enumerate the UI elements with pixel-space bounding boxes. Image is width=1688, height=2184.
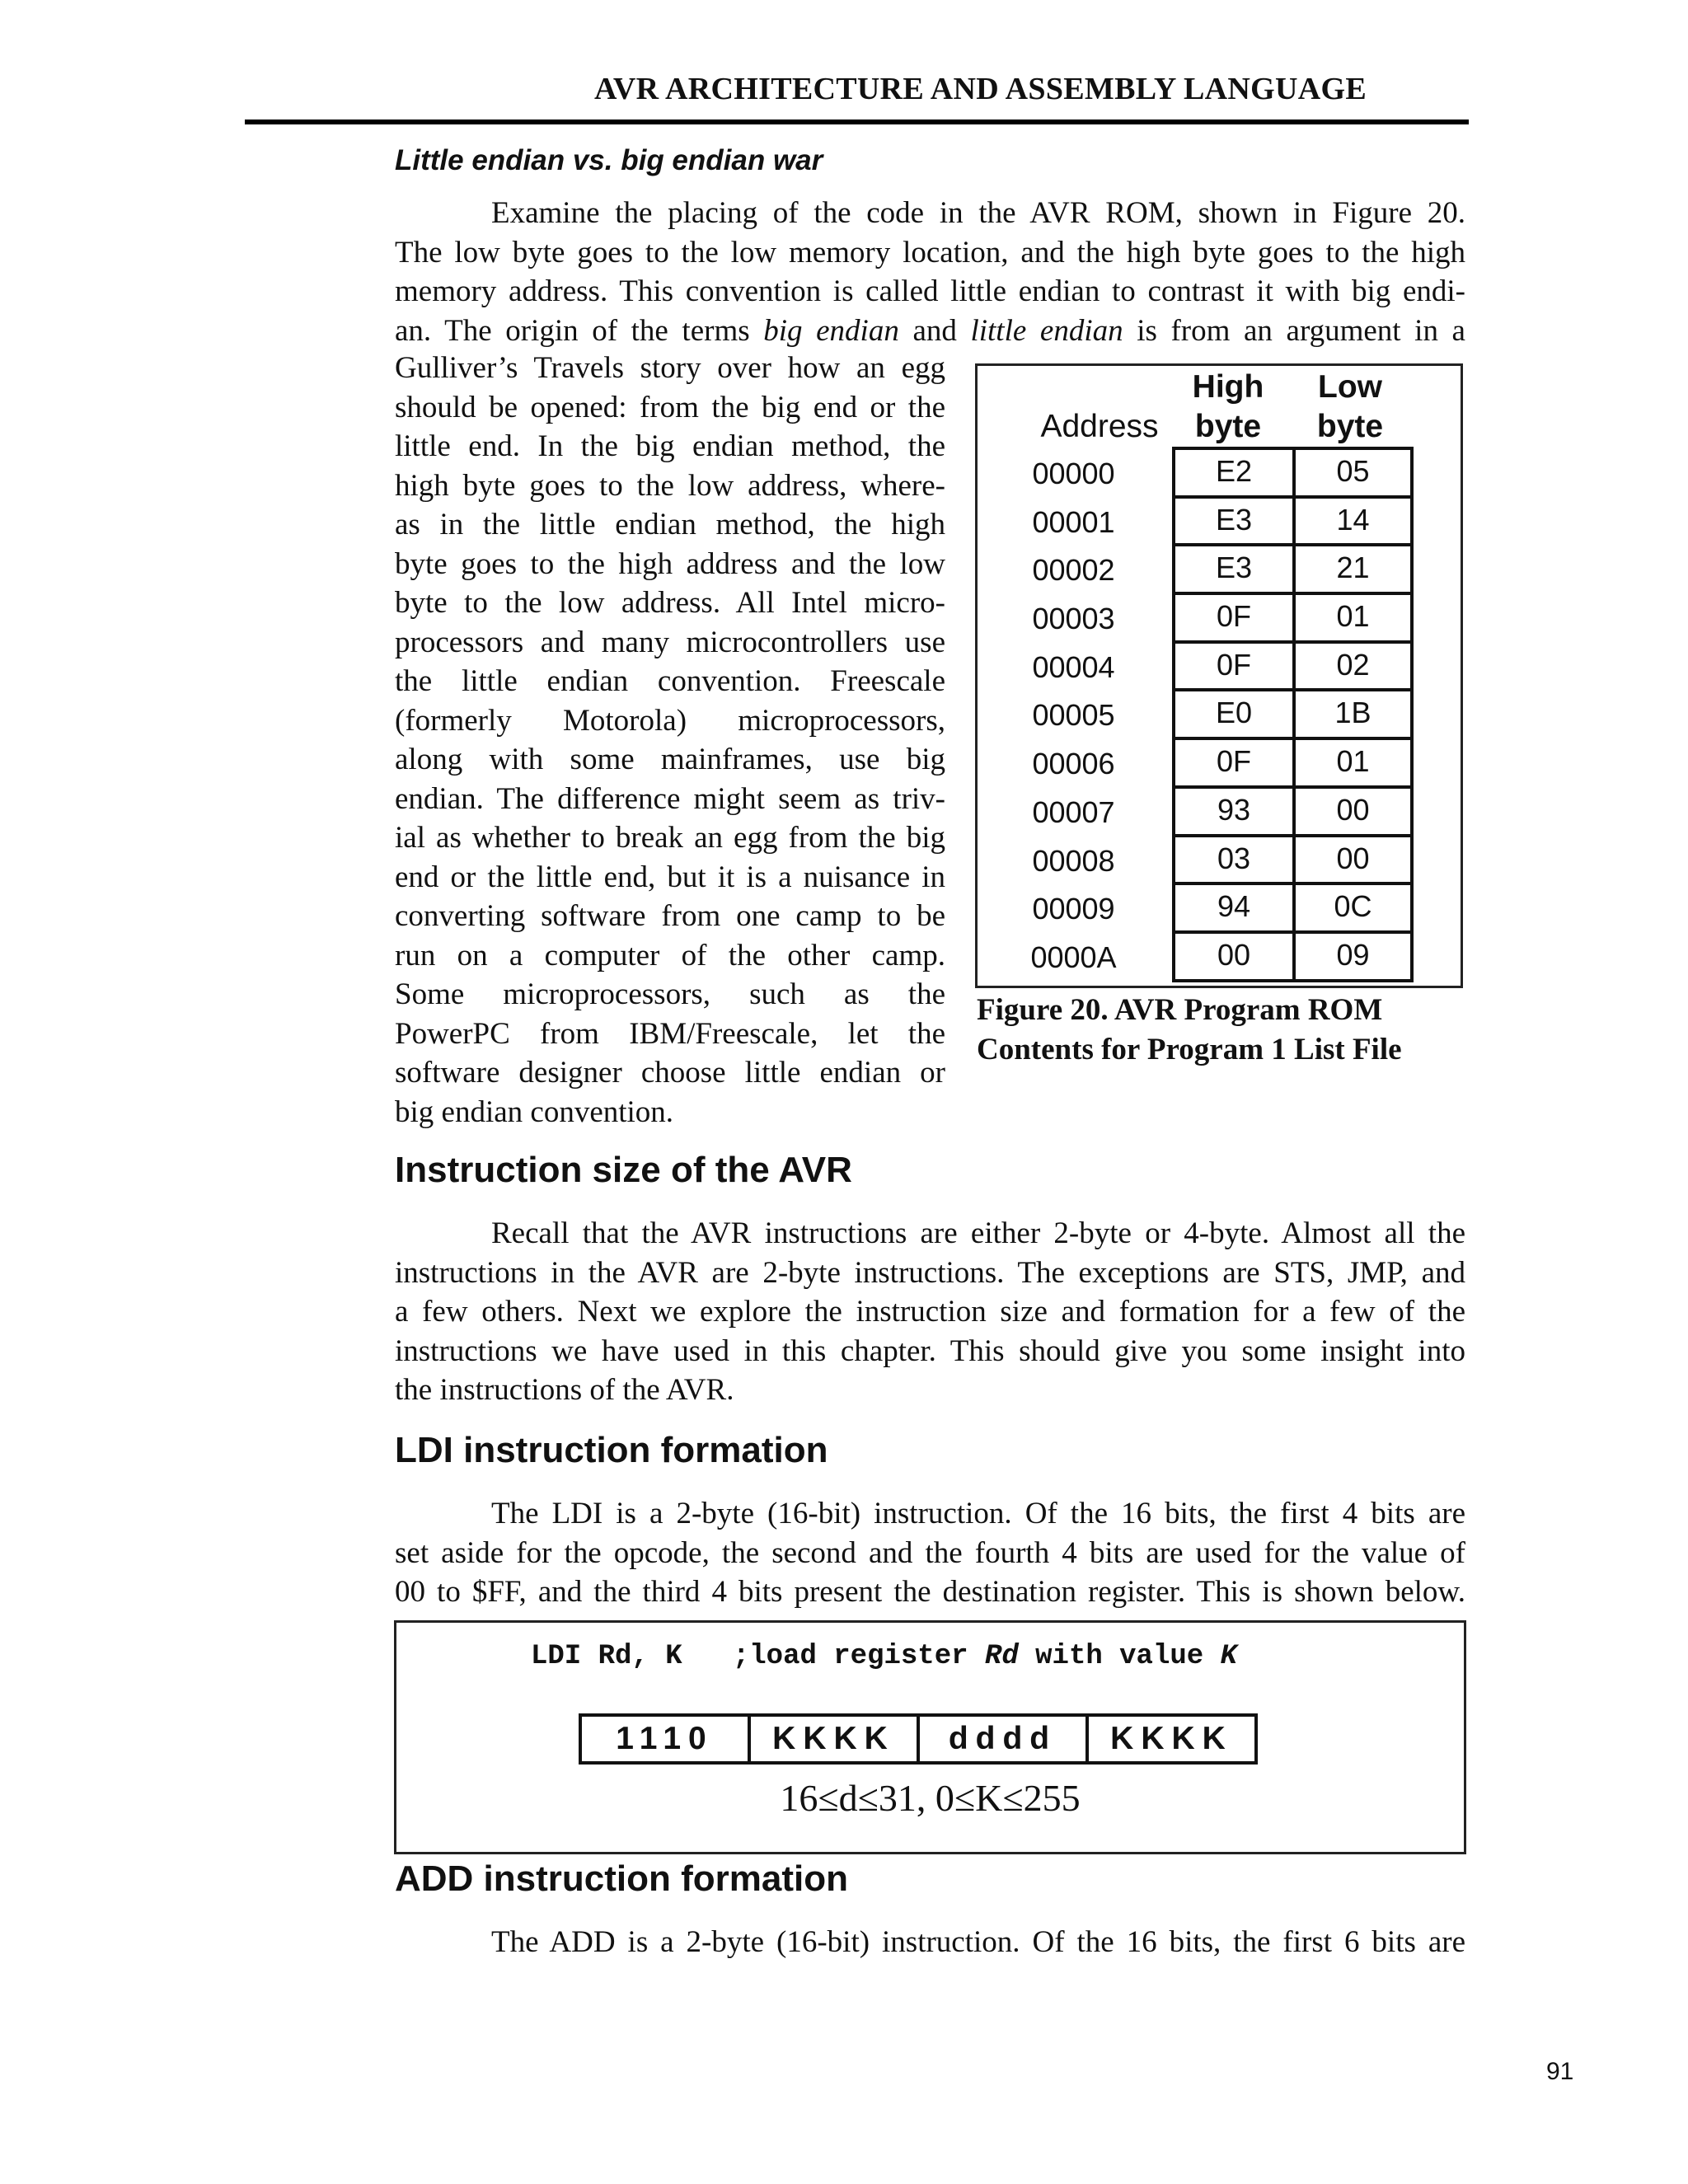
rom-low-byte-cell: 02 [1296, 644, 1410, 692]
rom-high-byte-cell: 93 [1175, 789, 1296, 837]
rom-high-byte-cell: 0F [1175, 595, 1296, 644]
ldi-field-k-high: KKKK [751, 1717, 920, 1761]
ldi-syntax-instruction: LDI Rd, K [531, 1641, 682, 1672]
column-header-low-byte [1289, 368, 1411, 447]
para-line: converting software from one camp to be [395, 899, 945, 933]
paragraph-instruction-size [395, 1214, 1465, 1410]
para-line: big endian convention. [395, 1094, 674, 1129]
para-line: memory address. This convention is called little endian to contrast it with big endi- [395, 274, 1465, 308]
paragraph-endian-wrap [395, 349, 945, 1132]
column-header-low-line1: Low [1318, 369, 1382, 405]
rom-high-byte-cell: E3 [1175, 546, 1296, 595]
para-line: The LDI is a 2-byte (16-bit) instruction. Of the 16 bits, the first 4 bits are [491, 1497, 1465, 1530]
rom-row [1032, 885, 1410, 934]
para-line: end or the little end, but it is a nuisance in [395, 860, 945, 894]
rom-low-byte-cell: 00 [1296, 789, 1410, 837]
rom-address-cell: 00005 [1032, 698, 1115, 733]
section-title-instruction-size: Instruction size of the AVR [395, 1150, 852, 1190]
rom-address-cell: 00002 [1032, 553, 1115, 588]
running-header: AVR ARCHITECTURE AND ASSEMBLY LANGUAGE [594, 72, 1367, 106]
rom-row [1030, 934, 1410, 982]
rom-address-cell: 00009 [1032, 892, 1115, 926]
rom-table [1030, 447, 1414, 982]
column-header-low-line2: byte [1316, 409, 1384, 444]
rom-high-byte-cell: E3 [1175, 499, 1296, 547]
para-line: The low byte goes to the low memory location, and the high byte goes to the high [395, 235, 1465, 269]
para-line: should be opened: from the big end or the [395, 390, 945, 424]
para-line: the little endian convention. Freescale [395, 664, 945, 698]
rom-row [1032, 546, 1410, 595]
rom-address-cell: 00006 [1032, 747, 1115, 781]
rom-row [1032, 691, 1410, 740]
para-line: Gulliver’s Travels story over how an egg [395, 351, 945, 385]
para-line: along with some mainframes, use big [395, 743, 945, 776]
paragraph-add [395, 1923, 1465, 1962]
para-line: little end. In the big endian method, the [395, 429, 945, 463]
ldi-format-box [394, 1620, 1466, 1854]
para-line: PowerPC from IBM/Freescale, let the [395, 1016, 945, 1051]
rom-low-byte-cell: 05 [1296, 450, 1410, 499]
rom-row [1032, 499, 1410, 547]
figure-caption [977, 991, 1471, 1069]
para-line: as in the little endian method, the high [395, 508, 945, 541]
rom-address-cell: 00008 [1032, 843, 1115, 878]
para-line: software designer choose little endian or [395, 1056, 945, 1090]
ldi-field-opcode: 1110 [582, 1717, 751, 1761]
para-line: processors and many microcontrollers use [395, 625, 945, 659]
rom-row [1032, 595, 1410, 644]
column-header-high-line2: byte [1194, 409, 1262, 444]
rom-high-byte-cell: 03 [1175, 837, 1296, 886]
section-title-add: ADD instruction formation [395, 1858, 848, 1899]
ldi-field-k-low: KKKK [1110, 1721, 1233, 1756]
figure-rom-contents [975, 363, 1463, 988]
rom-high-byte-cell: E2 [1175, 450, 1296, 499]
rom-high-byte-cell: 00 [1175, 934, 1296, 982]
page-number: 91 [1546, 2058, 1574, 2085]
ldi-bit-fields [579, 1713, 1258, 1765]
para-line: byte to the low address. All Intel micro- [395, 586, 945, 620]
para-line: (formerly Motorola) microprocessors, [395, 703, 945, 738]
ldi-range: 16≤d≤31, 0≤K≤255 [780, 1777, 1081, 1819]
caption-line: Contents for Program 1 List File [977, 1032, 1402, 1066]
ldi-syntax-rd: Rd [984, 1641, 1019, 1672]
para-line: run on a computer of the other camp. [395, 938, 945, 972]
para-line: instructions in the AVR are 2-byte instructions. The exceptions are STS, JMP, and [395, 1255, 1465, 1290]
ldi-field-d: dddd [920, 1717, 1089, 1761]
section-title-ldi: LDI instruction formation [395, 1430, 828, 1470]
rom-high-byte-cell: 94 [1175, 885, 1296, 934]
rom-address-cell: 00000 [1032, 457, 1115, 490]
ldi-syntax-comment: ;load register [732, 1641, 985, 1672]
rom-address-cell: 00003 [1032, 602, 1115, 636]
ldi-syntax-comment: with value [1018, 1641, 1221, 1672]
rom-low-byte-cell: 1B [1296, 691, 1410, 740]
rom-low-byte-cell: 01 [1296, 740, 1410, 789]
caption-line: Figure 20. AVR Program ROM [977, 993, 1383, 1027]
rom-address-cell: 00001 [1032, 504, 1115, 539]
para-line: set aside for the opcode, the second and the fourth 4 bits are used for the value of [395, 1535, 1465, 1570]
rom-low-byte-cell: 0C [1296, 885, 1410, 934]
rom-row [1032, 644, 1410, 692]
rom-row [1032, 740, 1410, 789]
section-title-endian: Little endian vs. big endian war [395, 144, 823, 176]
para-line: Some microprocessors, such as the [395, 977, 945, 1011]
para-line: high byte goes to the low address, where- [395, 468, 945, 503]
paragraph-ldi [395, 1494, 1465, 1612]
para-line: Recall that the AVR instructions are either 2-byte or 4-byte. Almost all the [491, 1216, 1465, 1250]
paragraph-endian-intro [395, 194, 1465, 350]
rom-high-byte-cell: 0F [1175, 740, 1296, 789]
rom-low-byte-cell: 21 [1296, 546, 1410, 595]
para-line: an. The origin of the terms big endian and little endian is from an argument in a [395, 313, 1465, 348]
ldi-syntax-k: K [1220, 1641, 1237, 1672]
column-header-address: Address [1040, 409, 1159, 444]
rom-high-byte-cell: 0F [1175, 644, 1296, 692]
rom-address-cell: 00007 [1032, 794, 1115, 829]
para-line: The ADD is a 2-byte (16-bit) instruction. Of the 16 bits, the first 6 bits are [491, 1925, 1465, 1959]
rom-low-byte-cell: 09 [1296, 934, 1410, 982]
rom-low-byte-cell: 01 [1296, 595, 1410, 644]
ldi-syntax [531, 1641, 1237, 1672]
header-rule [245, 120, 1469, 124]
rom-address-cell: 0000A [1030, 940, 1117, 974]
column-header-high-byte [1167, 368, 1289, 447]
para-line: endian. The difference might seem as triv- [395, 781, 945, 816]
rom-low-byte-cell: 00 [1296, 837, 1410, 886]
para-line: a few others. Next we explore the instruction size and formation for a few of the [395, 1295, 1465, 1329]
rom-row [1032, 450, 1410, 499]
column-header-high-line1: High [1192, 369, 1264, 405]
para-line: the instructions of the AVR. [395, 1373, 734, 1407]
rom-row [1032, 837, 1410, 886]
rom-high-byte-cell: E0 [1175, 691, 1296, 740]
para-line: ial as whether to break an egg from the big [395, 821, 945, 855]
rom-row [1032, 789, 1410, 837]
rom-low-byte-cell: 14 [1296, 499, 1410, 547]
para-line: byte goes to the high address and the low [395, 546, 945, 581]
rom-address-cell: 00004 [1032, 649, 1115, 684]
para-line: instructions we have used in this chapter. This should give you some insight into [395, 1333, 1465, 1368]
para-line: Examine the placing of the code in the AVR ROM, shown in Figure 20. [491, 196, 1465, 230]
para-line: 00 to $FF, and the third 4 bits present the destination register. This is shown below. [395, 1575, 1465, 1609]
